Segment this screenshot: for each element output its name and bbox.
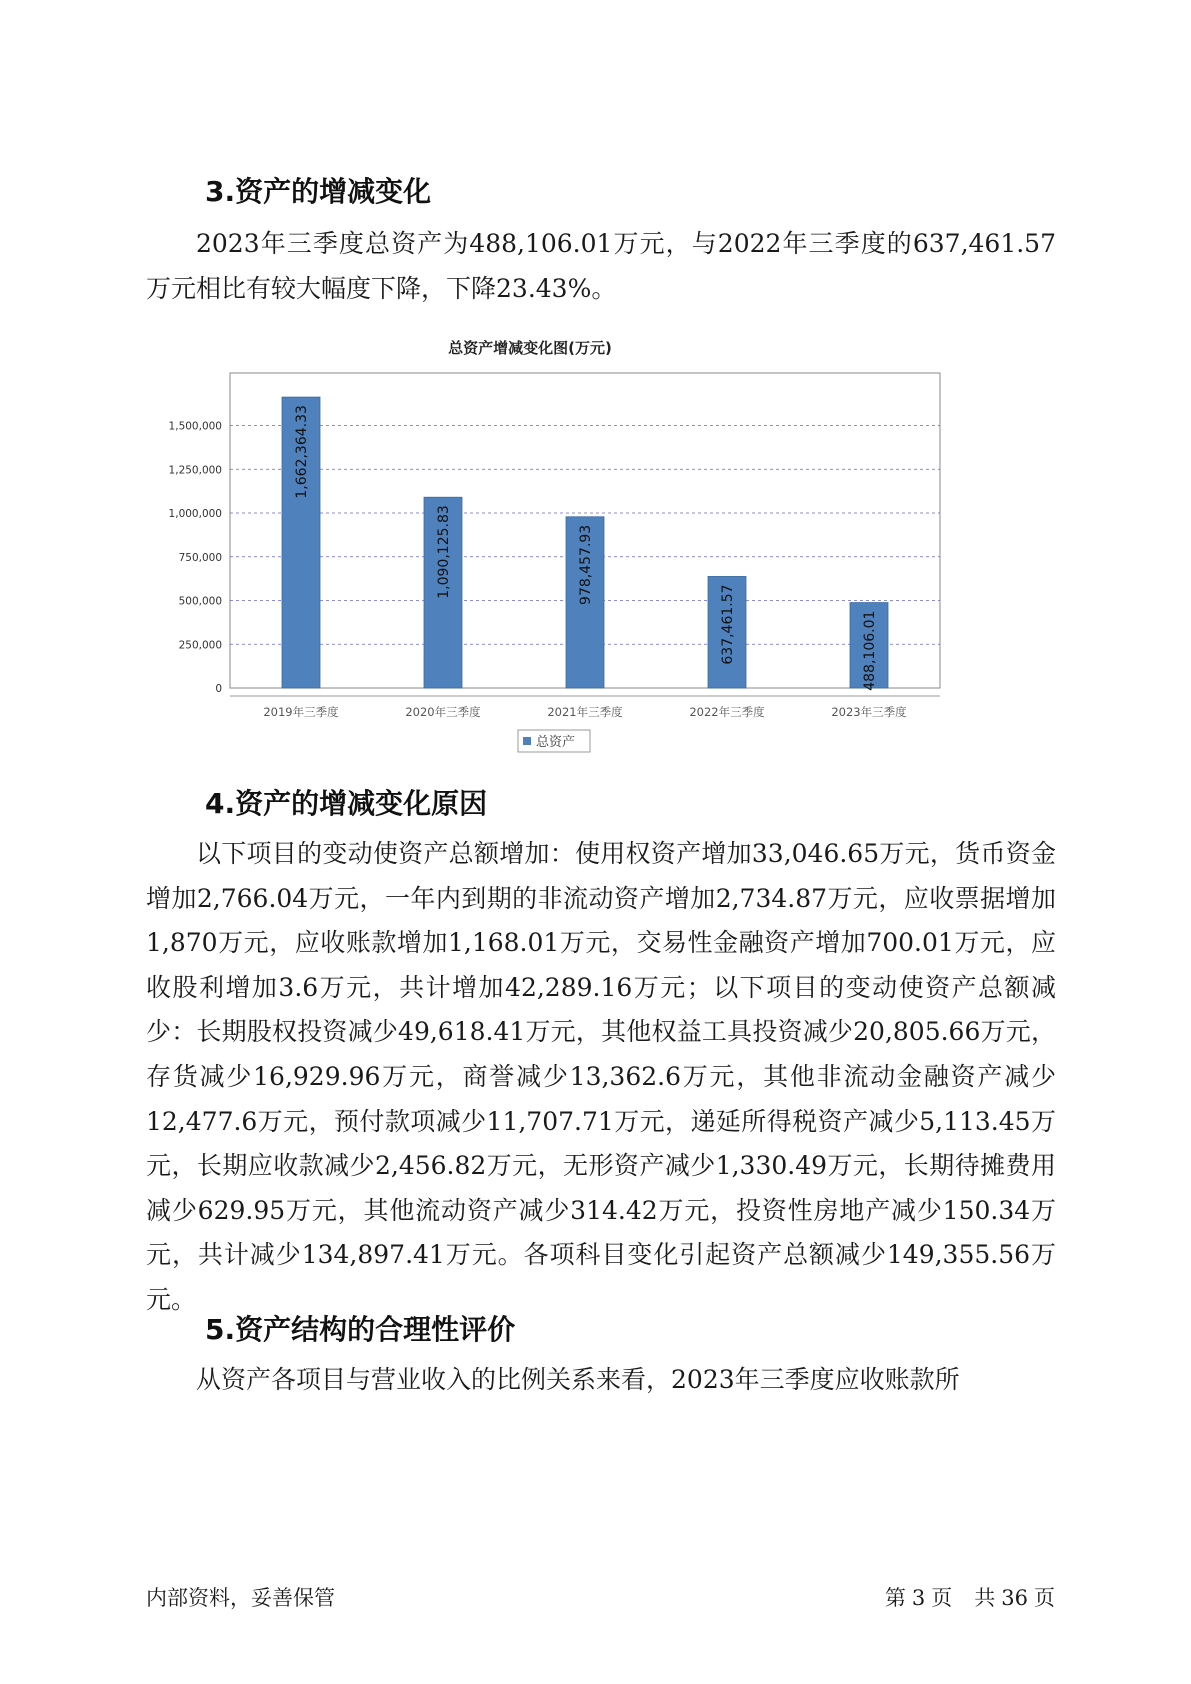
legend-swatch <box>523 737 531 745</box>
y-tick-label: 750,000 <box>178 551 222 564</box>
y-tick-label: 250,000 <box>178 639 222 652</box>
y-tick-label: 500,000 <box>178 595 222 608</box>
section-4-heading: 4.资产的增减变化原因 <box>205 787 488 820</box>
chart-title: 总资产增减变化图(万元) <box>448 339 612 357</box>
page-suffix: 页 <box>931 1586 953 1610</box>
x-tick-label: 2023年三季度 <box>831 705 907 719</box>
y-tick-label: 0 <box>215 683 222 695</box>
y-tick-label: 1,250,000 <box>168 464 222 477</box>
bar-data-label: 1,662,364.33 <box>294 405 310 499</box>
x-tick-label: 2019年三季度 <box>263 705 339 719</box>
bar-data-label: 1,090,125.83 <box>436 505 452 599</box>
section-4-paragraph: 以下项目的变动使资产总额增加：使用权资产增加33,046.65万元，货币资金增加2,766.04万元，一年内到期的非流动资产增加2,734.87万元，应收票据增加1,870万元，应收账款增加1,168.01万元，交易性金融资产增加700.01万元，应收股利增加3.6万元，共计增加42,289.16万元；以下项目的变动使资产总额减少：长期股权投资减少49,618.41万元，其他权益工具投资减少20,805.66万元，存货减少16,929.96万元，商誉减少13,362.6万元，其他非流动金融资产减少12,477.6万元，预付款项减少11,707.71万元，递延所得税资产减少5,113.45万元，长期应收款减少2,456.82万元，无形资产减少1,330.49万元，长期待摊费用减少629.95万元，其他流动资产减少314.42万元，投资性房地产减少150.34万元，共计减少134,897.41万元。各项科目变化引起资产总额减少149,355.56万元。 <box>146 839 1056 1314</box>
section-3-paragraph: 2023年三季度总资产为488,106.01万元，与2022年三季度的637,461.57万元相比有较大幅度下降，下降23.43%。 <box>146 229 1056 303</box>
total-prefix: 共 <box>974 1586 996 1610</box>
y-tick-label: 1,000,000 <box>168 508 222 520</box>
total-suffix: 页 <box>1034 1586 1055 1610</box>
total-pages: 36 <box>1001 1586 1028 1610</box>
bar-data-label: 488,106.01 <box>862 610 878 691</box>
section-3-heading: 3.资产的增减变化 <box>205 175 432 208</box>
footer-confidential-note: 内部资料，妥善保管 <box>146 1586 335 1610</box>
footer-page-info <box>879 1582 1055 1612</box>
bar-data-label: 978,457.93 <box>578 524 594 605</box>
x-tick-label: 2022年三季度 <box>689 705 765 719</box>
legend-label: 总资产 <box>536 735 576 750</box>
page-prefix: 第 <box>884 1586 906 1610</box>
section-5-paragraph: 从资产各项目与营业收入的比例关系来看，2023年三季度应收账款所 <box>196 1365 960 1394</box>
section-5-heading: 5.资产结构的合理性评价 <box>205 1313 516 1346</box>
page-number: 3 <box>911 1586 926 1610</box>
y-tick-label: 1,500,000 <box>168 420 222 433</box>
total-assets-chart <box>160 339 1020 805</box>
bar-data-label: 637,461.57 <box>720 584 736 665</box>
x-tick-label: 2020年三季度 <box>405 705 481 719</box>
x-tick-label: 2021年三季度 <box>547 705 623 719</box>
